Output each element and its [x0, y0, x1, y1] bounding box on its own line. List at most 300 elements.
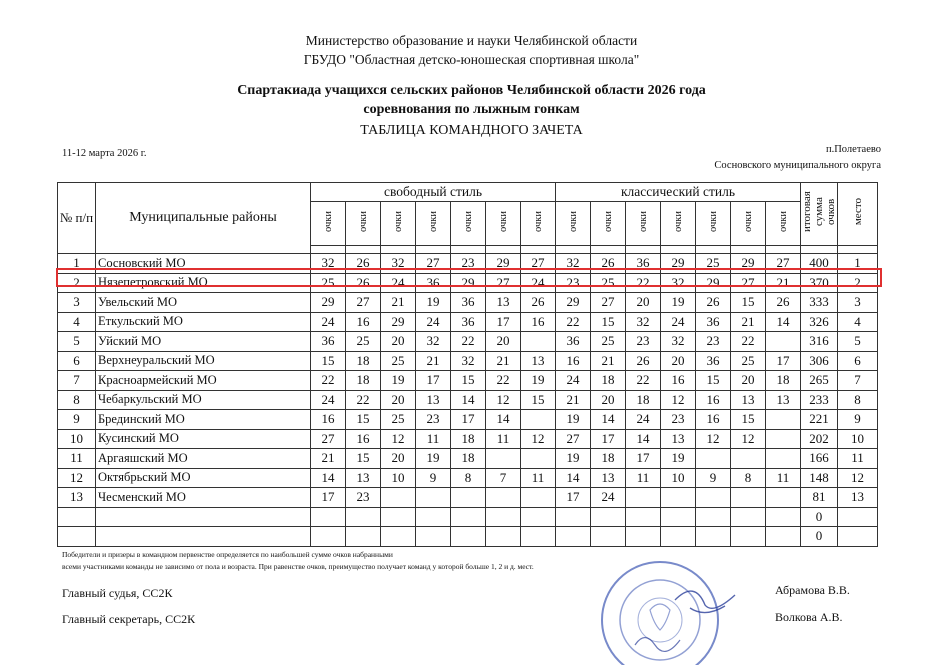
classic-style-points — [766, 410, 801, 430]
classic-style-points: 13 — [731, 390, 766, 410]
classic-style-points: 36 — [696, 312, 731, 332]
free-style-points: 14 — [311, 468, 346, 488]
total-points: 400 — [801, 254, 838, 274]
header-blank-cell — [521, 246, 556, 254]
classic-style-points: 14 — [766, 312, 801, 332]
free-style-points: 23 — [451, 254, 486, 274]
table-row — [58, 507, 878, 527]
classic-style-points: 26 — [591, 254, 626, 274]
row-number: 2 — [58, 273, 96, 293]
classic-style-points: 16 — [696, 390, 731, 410]
team-place: 3 — [838, 293, 878, 313]
header-blank-cell — [696, 246, 731, 254]
classic-style-points: 12 — [661, 390, 696, 410]
free-style-points: 17 — [486, 312, 521, 332]
classic-style-points: 27 — [556, 429, 591, 449]
free-style-points: 22 — [486, 371, 521, 391]
classic-style-points — [766, 527, 801, 547]
free-style-points: 27 — [521, 254, 556, 274]
classic-style-points: 15 — [591, 312, 626, 332]
free-style-points — [486, 449, 521, 469]
classic-style-points: 26 — [626, 351, 661, 371]
place-line-1: п.Полетаево — [825, 144, 881, 155]
classic-style-points: 18 — [591, 371, 626, 391]
free-style-points: 36 — [451, 293, 486, 313]
classic-style-points: 23 — [696, 332, 731, 352]
header-points-col: очки — [521, 202, 556, 246]
total-points: 233 — [801, 390, 838, 410]
district-name: Нязепетровский МО — [96, 273, 311, 293]
team-place — [838, 507, 878, 527]
free-style-points: 32 — [311, 254, 346, 274]
district-name: Кусинский МО — [96, 429, 311, 449]
header-free-style: свободный стиль — [311, 183, 556, 202]
free-style-points: 32 — [381, 254, 416, 274]
header-points-col: очки — [346, 202, 381, 246]
district-name: Чесменский МО — [96, 488, 311, 508]
classic-style-points: 14 — [626, 429, 661, 449]
header-points-col: очки — [556, 202, 591, 246]
free-style-points: 18 — [451, 449, 486, 469]
classic-style-points: 22 — [731, 332, 766, 352]
free-style-points: 26 — [521, 293, 556, 313]
free-style-points — [451, 527, 486, 547]
team-place: 12 — [838, 468, 878, 488]
total-points: 306 — [801, 351, 838, 371]
row-number: 7 — [58, 371, 96, 391]
row-number — [58, 527, 96, 547]
free-style-points: 18 — [451, 429, 486, 449]
official-stamp — [580, 560, 750, 665]
district-name: Аргаяшский МО — [96, 449, 311, 469]
total-points: 81 — [801, 488, 838, 508]
free-style-points: 16 — [311, 410, 346, 430]
classic-style-points: 18 — [626, 390, 661, 410]
team-place: 13 — [838, 488, 878, 508]
event-date: 11-12 марта 2026 г. — [62, 148, 147, 159]
classic-style-points: 25 — [591, 273, 626, 293]
classic-style-points — [766, 429, 801, 449]
free-style-points: 14 — [486, 410, 521, 430]
classic-style-points: 11 — [626, 468, 661, 488]
header-blank-cell — [486, 246, 521, 254]
header-blank-cell — [626, 246, 661, 254]
free-style-points: 19 — [416, 449, 451, 469]
free-style-points — [451, 488, 486, 508]
free-style-points: 17 — [311, 488, 346, 508]
classic-style-points: 22 — [556, 312, 591, 332]
classic-style-points: 13 — [591, 468, 626, 488]
header-points-col: очки — [486, 202, 521, 246]
free-style-points: 36 — [311, 332, 346, 352]
free-style-points — [416, 527, 451, 547]
classic-style-points: 32 — [626, 312, 661, 332]
classic-style-points — [591, 507, 626, 527]
free-style-points — [311, 507, 346, 527]
free-style-points: 11 — [521, 468, 556, 488]
district-name: Красноармейский МО — [96, 371, 311, 391]
classic-style-points: 14 — [591, 410, 626, 430]
free-style-points — [521, 507, 556, 527]
free-style-points: 12 — [381, 429, 416, 449]
classic-style-points: 32 — [661, 273, 696, 293]
classic-style-points: 10 — [661, 468, 696, 488]
district-name — [96, 507, 311, 527]
chief-secretary-name: Волкова А.В. — [775, 610, 843, 624]
free-style-points: 15 — [451, 371, 486, 391]
classic-style-points: 32 — [556, 254, 591, 274]
rules-note-line-2: всеми участниками команды не зависимо от пола и возраста. При равенстве очков, преимущество получает команд у которой больше 1, 2 и д. мест. — [62, 562, 534, 571]
classic-style-points: 27 — [591, 293, 626, 313]
header-total: итоговая сумма очков — [801, 183, 838, 246]
header-points-col: очки — [416, 202, 451, 246]
free-style-points: 20 — [381, 332, 416, 352]
classic-style-points: 36 — [626, 254, 661, 274]
free-style-points: 21 — [486, 351, 521, 371]
free-style-points — [416, 507, 451, 527]
classic-style-points — [731, 507, 766, 527]
free-style-points: 16 — [521, 312, 556, 332]
free-style-points: 24 — [311, 390, 346, 410]
row-number: 1 — [58, 254, 96, 274]
header-classic-style: классический стиль — [556, 183, 801, 202]
classic-style-points: 15 — [731, 293, 766, 313]
free-style-points — [346, 527, 381, 547]
classic-style-points: 27 — [731, 273, 766, 293]
classic-style-points: 19 — [661, 293, 696, 313]
classic-style-points: 24 — [626, 410, 661, 430]
free-style-points: 15 — [311, 351, 346, 371]
classic-style-points — [661, 527, 696, 547]
district-name: Брединский МО — [96, 410, 311, 430]
classic-style-points: 22 — [626, 371, 661, 391]
header-points-col: очки — [661, 202, 696, 246]
free-style-points: 16 — [346, 429, 381, 449]
classic-style-points: 24 — [661, 312, 696, 332]
row-number: 9 — [58, 410, 96, 430]
header-blank-cell — [766, 246, 801, 254]
classic-style-points: 23 — [661, 410, 696, 430]
classic-style-points: 36 — [556, 332, 591, 352]
team-place: 5 — [838, 332, 878, 352]
free-style-points: 11 — [486, 429, 521, 449]
ministry-title: Министерство образование и науки Челябинской области — [305, 33, 638, 48]
free-style-points: 29 — [381, 312, 416, 332]
classic-style-points: 17 — [591, 429, 626, 449]
free-style-points: 36 — [451, 312, 486, 332]
classic-style-points: 16 — [696, 410, 731, 430]
district-name: Верхнеуральский МО — [96, 351, 311, 371]
classic-style-points: 20 — [731, 371, 766, 391]
total-points: 0 — [801, 527, 838, 547]
free-style-points: 29 — [486, 254, 521, 274]
free-style-points: 21 — [381, 293, 416, 313]
table-row — [58, 488, 878, 508]
header-num: № п/п — [58, 183, 96, 254]
total-points: 166 — [801, 449, 838, 469]
free-style-points: 13 — [521, 351, 556, 371]
free-style-points: 11 — [416, 429, 451, 449]
classic-style-points: 18 — [591, 449, 626, 469]
classic-style-points: 16 — [556, 351, 591, 371]
classic-style-points: 29 — [696, 273, 731, 293]
classic-style-points — [661, 488, 696, 508]
classic-style-points: 21 — [591, 351, 626, 371]
free-style-points — [486, 488, 521, 508]
chief-secretary-label: Главный секретарь, СС2К — [62, 612, 196, 626]
signature-mark — [675, 591, 735, 612]
table-row — [58, 351, 878, 371]
row-number: 5 — [58, 332, 96, 352]
team-place: 6 — [838, 351, 878, 371]
free-style-points — [416, 488, 451, 508]
free-style-points — [346, 507, 381, 527]
classic-style-points: 22 — [626, 273, 661, 293]
classic-style-points: 17 — [766, 351, 801, 371]
free-style-points: 15 — [521, 390, 556, 410]
classic-style-points: 18 — [766, 371, 801, 391]
free-style-points: 14 — [451, 390, 486, 410]
classic-style-points: 19 — [556, 449, 591, 469]
district-name: Чебаркульский МО — [96, 390, 311, 410]
free-style-points — [486, 507, 521, 527]
header-blank-cell — [416, 246, 451, 254]
row-number: 6 — [58, 351, 96, 371]
free-style-points: 12 — [521, 429, 556, 449]
free-style-points: 25 — [381, 410, 416, 430]
free-style-points — [521, 332, 556, 352]
row-number: 8 — [58, 390, 96, 410]
classic-style-points — [766, 332, 801, 352]
total-points: 148 — [801, 468, 838, 488]
team-place: 4 — [838, 312, 878, 332]
free-style-points: 19 — [521, 371, 556, 391]
classic-style-points — [731, 527, 766, 547]
table-row — [58, 293, 878, 313]
total-points: 202 — [801, 429, 838, 449]
classic-style-points: 19 — [556, 410, 591, 430]
free-style-points: 27 — [486, 273, 521, 293]
team-place: 11 — [838, 449, 878, 469]
classic-style-points: 29 — [731, 254, 766, 274]
header-district: Муниципальные районы — [96, 183, 311, 254]
classic-style-points: 8 — [731, 468, 766, 488]
free-style-points: 15 — [346, 449, 381, 469]
free-style-points: 23 — [416, 410, 451, 430]
free-style-points — [521, 449, 556, 469]
classic-style-points: 20 — [591, 390, 626, 410]
header-points-col: очки — [626, 202, 661, 246]
header-blank-cell — [661, 246, 696, 254]
free-style-points: 24 — [521, 273, 556, 293]
team-place: 2 — [838, 273, 878, 293]
free-style-points: 20 — [381, 390, 416, 410]
free-style-points: 18 — [346, 371, 381, 391]
chief-judge-name: Абрамова В.В. — [775, 583, 850, 597]
classic-style-points: 19 — [661, 449, 696, 469]
free-style-points: 13 — [346, 468, 381, 488]
classic-style-points — [696, 449, 731, 469]
classic-style-points — [766, 507, 801, 527]
total-points: 316 — [801, 332, 838, 352]
table-row — [58, 332, 878, 352]
classic-style-points: 27 — [766, 254, 801, 274]
table-row — [58, 410, 878, 430]
header-points-col: очки — [451, 202, 486, 246]
classic-style-points — [696, 488, 731, 508]
team-place: 10 — [838, 429, 878, 449]
free-style-points: 26 — [346, 254, 381, 274]
free-style-points: 32 — [416, 332, 451, 352]
classic-style-points — [731, 449, 766, 469]
free-style-points: 19 — [381, 371, 416, 391]
classic-style-points: 11 — [766, 468, 801, 488]
team-place: 1 — [838, 254, 878, 274]
classic-style-points: 24 — [591, 488, 626, 508]
header-blank-cell — [591, 246, 626, 254]
free-style-points: 7 — [486, 468, 521, 488]
classic-style-points — [766, 449, 801, 469]
header-points-col: очки — [591, 202, 626, 246]
classic-style-points: 9 — [696, 468, 731, 488]
classic-style-points — [661, 507, 696, 527]
header-points-col: очки — [381, 202, 416, 246]
district-name: Увельский МО — [96, 293, 311, 313]
free-style-points — [521, 527, 556, 547]
rules-note-line-1: Победители и призеры в командном первенстве определяется по наибольшей сумме очков набранными — [62, 550, 393, 559]
free-style-points: 21 — [416, 351, 451, 371]
school-title: ГБУДО "Областная детско-юношеская спортивная школа" — [303, 52, 640, 67]
rules-note — [62, 549, 534, 573]
free-style-points — [381, 507, 416, 527]
signature-mark-2 — [635, 638, 680, 652]
table-row — [58, 390, 878, 410]
classic-style-points: 23 — [626, 332, 661, 352]
header-blank-cell — [838, 246, 878, 254]
header-points-col: очки — [696, 202, 731, 246]
classic-style-points — [556, 507, 591, 527]
free-style-points: 25 — [381, 351, 416, 371]
classic-style-points: 25 — [731, 351, 766, 371]
district-name: Октябрьский МО — [96, 468, 311, 488]
free-style-points: 22 — [311, 371, 346, 391]
header-blank-cell — [556, 246, 591, 254]
table-title: ТАБЛИЦА КОМАНДНОГО ЗАЧЕТА — [360, 123, 583, 138]
header-blank-cell — [801, 246, 838, 254]
row-number: 3 — [58, 293, 96, 313]
classic-style-points — [766, 488, 801, 508]
free-style-points: 23 — [346, 488, 381, 508]
classic-style-points: 32 — [661, 332, 696, 352]
free-style-points: 13 — [486, 293, 521, 313]
classic-style-points — [626, 488, 661, 508]
table-row — [58, 429, 878, 449]
classic-style-points: 36 — [696, 351, 731, 371]
free-style-points: 25 — [346, 332, 381, 352]
classic-style-points — [556, 527, 591, 547]
team-place: 8 — [838, 390, 878, 410]
free-style-points: 18 — [346, 351, 381, 371]
total-points: 333 — [801, 293, 838, 313]
event-title: Спартакиада учащихся сельских районов Челябинской области 2026 года — [237, 83, 706, 98]
header-blank-cell — [381, 246, 416, 254]
district-name: Еткульский МО — [96, 312, 311, 332]
free-style-points — [381, 488, 416, 508]
table-row — [58, 468, 878, 488]
free-style-points: 22 — [451, 332, 486, 352]
total-points: 370 — [801, 273, 838, 293]
classic-style-points: 29 — [661, 254, 696, 274]
classic-style-points: 25 — [591, 332, 626, 352]
classic-style-points: 21 — [766, 273, 801, 293]
event-place — [714, 142, 881, 174]
total-points: 326 — [801, 312, 838, 332]
classic-style-points: 24 — [556, 371, 591, 391]
classic-style-points: 15 — [696, 371, 731, 391]
row-number: 10 — [58, 429, 96, 449]
header-place: место — [838, 183, 878, 246]
free-style-points: 29 — [311, 293, 346, 313]
free-style-points: 15 — [346, 410, 381, 430]
district-name: Уйский МО — [96, 332, 311, 352]
table-row — [58, 527, 878, 547]
row-number: 4 — [58, 312, 96, 332]
free-style-points: 10 — [381, 468, 416, 488]
total-points: 0 — [801, 507, 838, 527]
free-style-points: 9 — [416, 468, 451, 488]
free-style-points: 17 — [451, 410, 486, 430]
free-style-points — [381, 527, 416, 547]
free-style-points: 29 — [451, 273, 486, 293]
classic-style-points: 21 — [731, 312, 766, 332]
table-row — [58, 449, 878, 469]
classic-style-points — [626, 527, 661, 547]
free-style-points: 24 — [381, 273, 416, 293]
chief-judge-label: Главный судья, СС2К — [62, 586, 173, 600]
total-points: 221 — [801, 410, 838, 430]
free-style-points: 17 — [416, 371, 451, 391]
classic-style-points: 23 — [556, 273, 591, 293]
classic-style-points: 20 — [661, 351, 696, 371]
row-number: 12 — [58, 468, 96, 488]
classic-style-points: 26 — [696, 293, 731, 313]
highlighted-row-outline — [56, 268, 882, 287]
classic-style-points: 21 — [556, 390, 591, 410]
classic-style-points — [626, 507, 661, 527]
header-blank-cell — [311, 246, 346, 254]
header-blank-cell — [731, 246, 766, 254]
district-name: Сосновский МО — [96, 254, 311, 274]
free-style-points: 16 — [346, 312, 381, 332]
classic-style-points: 12 — [731, 429, 766, 449]
classic-style-points: 12 — [696, 429, 731, 449]
free-style-points: 20 — [486, 332, 521, 352]
header-points-col: очки — [731, 202, 766, 246]
classic-style-points — [731, 488, 766, 508]
discipline-title: соревнования по лыжным гонкам — [363, 102, 580, 117]
classic-style-points — [696, 507, 731, 527]
free-style-points — [521, 488, 556, 508]
team-place: 7 — [838, 371, 878, 391]
free-style-points: 32 — [451, 351, 486, 371]
header-points-col: очки — [311, 202, 346, 246]
free-style-points: 19 — [416, 293, 451, 313]
classic-style-points: 20 — [626, 293, 661, 313]
free-style-points: 25 — [311, 273, 346, 293]
free-style-points: 8 — [451, 468, 486, 488]
header-blank-cell — [346, 246, 381, 254]
classic-style-points: 13 — [661, 429, 696, 449]
